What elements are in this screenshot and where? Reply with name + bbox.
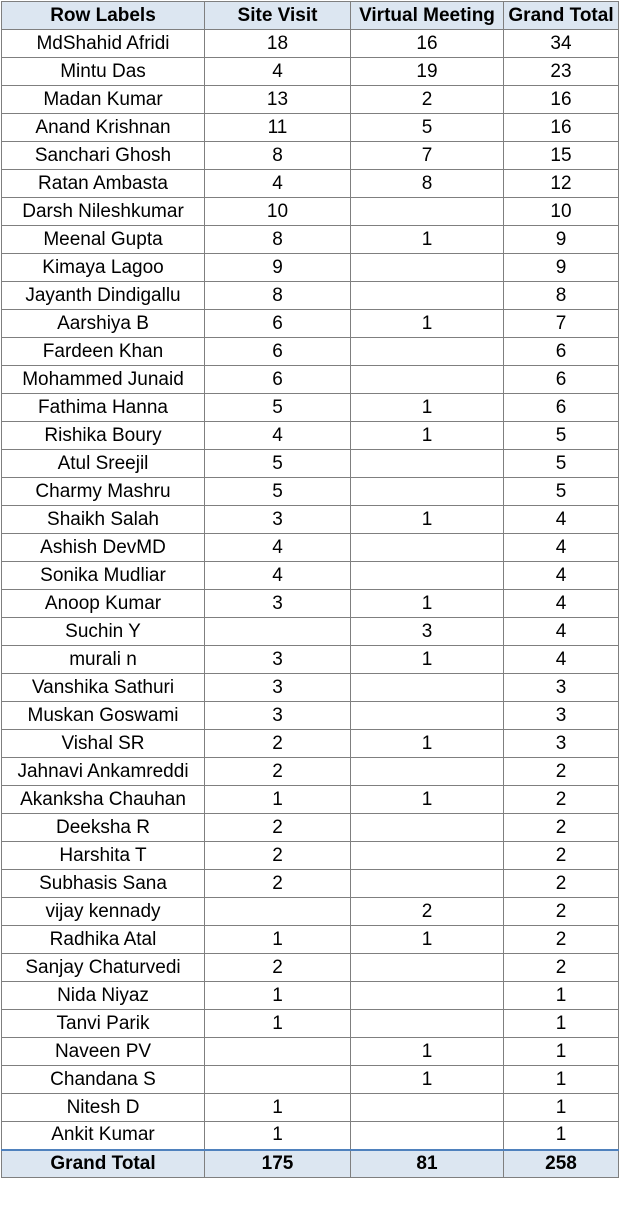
header-grand-total[interactable]: Grand Total	[504, 2, 619, 30]
cell-site-visit[interactable]: 13	[205, 86, 351, 114]
cell-site-visit[interactable]: 4	[205, 170, 351, 198]
cell-row-label[interactable]: Radhika Atal	[2, 926, 205, 954]
cell-virtual-meeting[interactable]	[351, 954, 504, 982]
table-row	[2, 814, 619, 842]
table-row	[2, 394, 619, 422]
cell-virtual-meeting[interactable]	[351, 1122, 504, 1150]
grand-total-label[interactable]: Grand Total	[2, 1150, 205, 1178]
cell-site-visit[interactable]: 18	[205, 30, 351, 58]
header-row	[2, 2, 619, 30]
cell-site-visit[interactable]: 2	[205, 842, 351, 870]
cell-row-label[interactable]: Madan Kumar	[2, 86, 205, 114]
cell-virtual-meeting[interactable]: 1	[351, 226, 504, 254]
cell-grand-total[interactable]: 12	[504, 170, 619, 198]
cell-virtual-meeting[interactable]	[351, 758, 504, 786]
table-row	[2, 506, 619, 534]
header-site-visit[interactable]: Site Visit	[205, 2, 351, 30]
pivot-header	[2, 2, 619, 30]
cell-row-label[interactable]: Anoop Kumar	[2, 590, 205, 618]
table-row	[2, 1122, 619, 1150]
cell-virtual-meeting[interactable]: 1	[351, 646, 504, 674]
cell-row-label[interactable]: Fathima Hanna	[2, 394, 205, 422]
cell-row-label[interactable]: Jahnavi Ankamreddi	[2, 758, 205, 786]
cell-grand-total[interactable]: 8	[504, 282, 619, 310]
cell-virtual-meeting[interactable]	[351, 282, 504, 310]
cell-row-label[interactable]: Muskan Goswami	[2, 702, 205, 730]
table-row	[2, 982, 619, 1010]
cell-grand-total[interactable]: 4	[504, 562, 619, 590]
cell-virtual-meeting[interactable]	[351, 1010, 504, 1038]
grand-total-row	[2, 1150, 619, 1178]
table-row	[2, 478, 619, 506]
cell-virtual-meeting[interactable]: 1	[351, 926, 504, 954]
cell-grand-total[interactable]: 16	[504, 86, 619, 114]
cell-virtual-meeting[interactable]: 1	[351, 506, 504, 534]
cell-site-visit[interactable]: 4	[205, 58, 351, 86]
cell-row-label[interactable]: Suchin Y	[2, 618, 205, 646]
cell-virtual-meeting[interactable]: 1	[351, 786, 504, 814]
cell-virtual-meeting[interactable]: 19	[351, 58, 504, 86]
cell-grand-total[interactable]: 34	[504, 30, 619, 58]
cell-grand-total[interactable]: 9	[504, 226, 619, 254]
table-row	[2, 674, 619, 702]
pivot-body	[2, 30, 619, 1150]
cell-virtual-meeting[interactable]: 1	[351, 1066, 504, 1094]
cell-row-label[interactable]: Akanksha Chauhan	[2, 786, 205, 814]
cell-grand-total[interactable]: 6	[504, 338, 619, 366]
cell-row-label[interactable]: Vanshika Sathuri	[2, 674, 205, 702]
cell-virtual-meeting[interactable]: 1	[351, 310, 504, 338]
cell-row-label[interactable]: Shaikh Salah	[2, 506, 205, 534]
cell-grand-total[interactable]: 3	[504, 702, 619, 730]
table-row	[2, 758, 619, 786]
cell-site-visit[interactable]: 10	[205, 198, 351, 226]
cell-site-visit[interactable]: 1	[205, 1094, 351, 1122]
cell-site-visit[interactable]: 1	[205, 1122, 351, 1150]
cell-site-visit[interactable]: 3	[205, 674, 351, 702]
cell-virtual-meeting[interactable]: 7	[351, 142, 504, 170]
cell-grand-total[interactable]: 16	[504, 114, 619, 142]
cell-site-visit[interactable]: 4	[205, 562, 351, 590]
cell-site-visit[interactable]: 2	[205, 814, 351, 842]
cell-site-visit[interactable]: 8	[205, 282, 351, 310]
table-row	[2, 170, 619, 198]
cell-virtual-meeting[interactable]	[351, 562, 504, 590]
table-row	[2, 646, 619, 674]
table-row	[2, 1094, 619, 1122]
cell-row-label[interactable]: Meenal Gupta	[2, 226, 205, 254]
table-row	[2, 142, 619, 170]
cell-virtual-meeting[interactable]	[351, 198, 504, 226]
cell-site-visit[interactable]: 1	[205, 926, 351, 954]
table-row	[2, 786, 619, 814]
cell-grand-total[interactable]: 1	[504, 1010, 619, 1038]
cell-site-visit[interactable]: 3	[205, 702, 351, 730]
cell-site-visit[interactable]: 8	[205, 142, 351, 170]
table-row	[2, 226, 619, 254]
cell-row-label[interactable]: Nida Niyaz	[2, 982, 205, 1010]
table-row	[2, 590, 619, 618]
cell-virtual-meeting[interactable]	[351, 366, 504, 394]
table-row	[2, 366, 619, 394]
cell-virtual-meeting[interactable]	[351, 450, 504, 478]
cell-grand-total[interactable]: 5	[504, 422, 619, 450]
cell-site-visit[interactable]: 1	[205, 786, 351, 814]
table-row	[2, 1066, 619, 1094]
cell-row-label[interactable]: Ankit Kumar	[2, 1122, 205, 1150]
cell-virtual-meeting[interactable]: 1	[351, 422, 504, 450]
cell-row-label[interactable]: Fardeen Khan	[2, 338, 205, 366]
cell-grand-total[interactable]: 6	[504, 394, 619, 422]
cell-virtual-meeting[interactable]: 2	[351, 898, 504, 926]
cell-virtual-meeting[interactable]: 8	[351, 170, 504, 198]
cell-virtual-meeting[interactable]	[351, 870, 504, 898]
grand-total-grand-total[interactable]: 258	[504, 1150, 619, 1178]
cell-row-label[interactable]: Chandana S	[2, 1066, 205, 1094]
cell-row-label[interactable]: Naveen PV	[2, 1038, 205, 1066]
table-row	[2, 450, 619, 478]
cell-site-visit[interactable]	[205, 1038, 351, 1066]
cell-site-visit[interactable]: 3	[205, 590, 351, 618]
cell-virtual-meeting[interactable]: 2	[351, 86, 504, 114]
grand-total-site-visit[interactable]: 175	[205, 1150, 351, 1178]
cell-grand-total[interactable]: 10	[504, 198, 619, 226]
table-row	[2, 58, 619, 86]
table-row	[2, 114, 619, 142]
cell-row-label[interactable]: Darsh Nileshkumar	[2, 198, 205, 226]
cell-virtual-meeting[interactable]	[351, 1094, 504, 1122]
cell-row-label[interactable]: murali n	[2, 646, 205, 674]
cell-site-visit[interactable]: 6	[205, 366, 351, 394]
cell-grand-total[interactable]: 1	[504, 1038, 619, 1066]
cell-grand-total[interactable]: 6	[504, 366, 619, 394]
cell-grand-total[interactable]: 2	[504, 870, 619, 898]
cell-row-label[interactable]: Jayanth Dindigallu	[2, 282, 205, 310]
table-row	[2, 1010, 619, 1038]
cell-virtual-meeting[interactable]	[351, 842, 504, 870]
table-row	[2, 926, 619, 954]
cell-virtual-meeting[interactable]	[351, 478, 504, 506]
cell-site-visit[interactable]: 11	[205, 114, 351, 142]
table-row	[2, 282, 619, 310]
cell-virtual-meeting[interactable]: 1	[351, 730, 504, 758]
cell-grand-total[interactable]: 2	[504, 786, 619, 814]
cell-row-label[interactable]: Rishika Boury	[2, 422, 205, 450]
cell-site-visit[interactable]: 3	[205, 506, 351, 534]
cell-row-label[interactable]: Charmy Mashru	[2, 478, 205, 506]
cell-site-visit[interactable]: 2	[205, 954, 351, 982]
grand-total-virtual-meeting[interactable]: 81	[351, 1150, 504, 1178]
cell-grand-total[interactable]: 2	[504, 758, 619, 786]
cell-grand-total[interactable]: 1	[504, 1094, 619, 1122]
cell-grand-total[interactable]: 15	[504, 142, 619, 170]
cell-grand-total[interactable]: 2	[504, 898, 619, 926]
cell-grand-total[interactable]: 5	[504, 478, 619, 506]
cell-site-visit[interactable]: 3	[205, 646, 351, 674]
table-row	[2, 86, 619, 114]
cell-row-label[interactable]: vijay kennady	[2, 898, 205, 926]
cell-row-label[interactable]: Kimaya Lagoo	[2, 254, 205, 282]
cell-grand-total[interactable]: 9	[504, 254, 619, 282]
pivot-footer	[2, 1150, 619, 1178]
cell-row-label[interactable]: Sanchari Ghosh	[2, 142, 205, 170]
cell-row-label[interactable]: Mintu Das	[2, 58, 205, 86]
cell-virtual-meeting[interactable]: 1	[351, 394, 504, 422]
table-row	[2, 898, 619, 926]
table-row	[2, 30, 619, 58]
cell-site-visit[interactable]: 1	[205, 982, 351, 1010]
cell-site-visit[interactable]: 2	[205, 870, 351, 898]
cell-virtual-meeting[interactable]: 16	[351, 30, 504, 58]
table-row	[2, 1038, 619, 1066]
cell-grand-total[interactable]: 4	[504, 590, 619, 618]
cell-row-label[interactable]: Deeksha R	[2, 814, 205, 842]
cell-virtual-meeting[interactable]	[351, 254, 504, 282]
table-row	[2, 730, 619, 758]
cell-grand-total[interactable]: 23	[504, 58, 619, 86]
cell-grand-total[interactable]: 1	[504, 1122, 619, 1150]
cell-virtual-meeting[interactable]: 1	[351, 590, 504, 618]
table-row	[2, 618, 619, 646]
cell-virtual-meeting[interactable]: 1	[351, 1038, 504, 1066]
cell-site-visit[interactable]: 8	[205, 226, 351, 254]
cell-site-visit[interactable]	[205, 898, 351, 926]
table-row	[2, 562, 619, 590]
table-row	[2, 534, 619, 562]
pivot-table	[1, 1, 619, 1178]
cell-site-visit[interactable]: 6	[205, 310, 351, 338]
cell-virtual-meeting[interactable]: 3	[351, 618, 504, 646]
header-virtual-meeting[interactable]: Virtual Meeting	[351, 2, 504, 30]
cell-row-label[interactable]: Sonika Mudliar	[2, 562, 205, 590]
cell-virtual-meeting[interactable]	[351, 674, 504, 702]
cell-site-visit[interactable]: 1	[205, 1010, 351, 1038]
cell-row-label[interactable]: Aarshiya B	[2, 310, 205, 338]
header-row-labels[interactable]: Row Labels	[2, 2, 205, 30]
table-row	[2, 338, 619, 366]
cell-row-label[interactable]: Vishal SR	[2, 730, 205, 758]
cell-site-visit[interactable]: 2	[205, 730, 351, 758]
cell-grand-total[interactable]: 3	[504, 674, 619, 702]
cell-site-visit[interactable]: 6	[205, 338, 351, 366]
cell-grand-total[interactable]: 4	[504, 618, 619, 646]
table-row	[2, 842, 619, 870]
cell-grand-total[interactable]: 2	[504, 814, 619, 842]
cell-site-visit[interactable]: 9	[205, 254, 351, 282]
cell-virtual-meeting[interactable]	[351, 534, 504, 562]
table-row	[2, 870, 619, 898]
table-row	[2, 702, 619, 730]
cell-site-visit[interactable]: 4	[205, 534, 351, 562]
table-row	[2, 422, 619, 450]
cell-grand-total[interactable]: 2	[504, 842, 619, 870]
cell-virtual-meeting[interactable]	[351, 814, 504, 842]
cell-grand-total[interactable]: 2	[504, 954, 619, 982]
cell-grand-total[interactable]: 1	[504, 1066, 619, 1094]
cell-site-visit[interactable]: 5	[205, 450, 351, 478]
cell-row-label[interactable]: Subhasis Sana	[2, 870, 205, 898]
cell-virtual-meeting[interactable]	[351, 702, 504, 730]
cell-grand-total[interactable]: 7	[504, 310, 619, 338]
cell-grand-total[interactable]: 5	[504, 450, 619, 478]
cell-site-visit[interactable]: 4	[205, 422, 351, 450]
table-row	[2, 954, 619, 982]
cell-virtual-meeting[interactable]: 5	[351, 114, 504, 142]
cell-row-label[interactable]: Ashish DevMD	[2, 534, 205, 562]
table-row	[2, 310, 619, 338]
cell-row-label[interactable]: MdShahid Afridi	[2, 30, 205, 58]
cell-row-label[interactable]: Tanvi Parik	[2, 1010, 205, 1038]
cell-grand-total[interactable]: 3	[504, 730, 619, 758]
cell-grand-total[interactable]: 2	[504, 926, 619, 954]
cell-grand-total[interactable]: 4	[504, 646, 619, 674]
cell-row-label[interactable]: Atul Sreejil	[2, 450, 205, 478]
cell-row-label[interactable]: Anand Krishnan	[2, 114, 205, 142]
cell-grand-total[interactable]: 4	[504, 506, 619, 534]
cell-row-label[interactable]: Mohammed Junaid	[2, 366, 205, 394]
cell-row-label[interactable]: Harshita T	[2, 842, 205, 870]
cell-site-visit[interactable]	[205, 1066, 351, 1094]
table-row	[2, 254, 619, 282]
cell-grand-total[interactable]: 4	[504, 534, 619, 562]
cell-row-label[interactable]: Sanjay Chaturvedi	[2, 954, 205, 982]
cell-site-visit[interactable]: 2	[205, 758, 351, 786]
cell-row-label[interactable]: Nitesh D	[2, 1094, 205, 1122]
cell-site-visit[interactable]: 5	[205, 394, 351, 422]
cell-row-label[interactable]: Ratan Ambasta	[2, 170, 205, 198]
cell-virtual-meeting[interactable]	[351, 338, 504, 366]
cell-virtual-meeting[interactable]	[351, 982, 504, 1010]
cell-site-visit[interactable]	[205, 618, 351, 646]
cell-site-visit[interactable]: 5	[205, 478, 351, 506]
cell-grand-total[interactable]: 1	[504, 982, 619, 1010]
table-row	[2, 198, 619, 226]
